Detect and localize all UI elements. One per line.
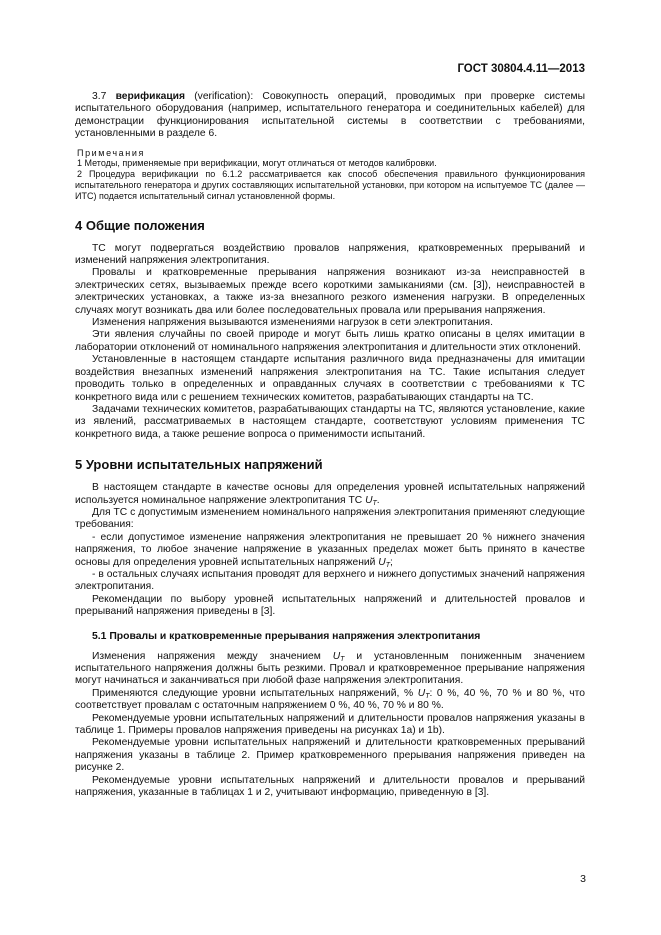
s4-paragraph-1: ТС могут подвергаться воздействию провалов напряжения, кратковременных прерываний и изменений напряжения электропитания. xyxy=(75,242,585,267)
standard-header: ГОСТ 30804.4.11—2013 xyxy=(457,63,585,75)
s51-paragraph-2: Применяются следующие уровни испытательных напряжений, % $U_T$: 0 %, 40 %, 70 % и 80 %, что соответствует провалам с остаточным напряжением 0 %, 40 %, 70 % и 80 %. xyxy=(75,687,585,712)
s5-paragraph-1: В настоящем стандарте в качестве основы для определения уровней испытательных напряжений используется номинальное напряжение электропитания ТС $U_T$. xyxy=(75,482,585,507)
s5-paragraph-4: - в остальных случаях испытания проводят для верхнего и нижнего допустимых значений напряжения электропитания. xyxy=(75,568,585,593)
s5-paragraph-3: - если допустимое изменение напряжения электропитания не превышает 20 % нижнего значения напряжения, то любое значение напряжение в указанных пределах может быть принято в качестве основы для определения уровней испытательных напряжений $U_T$; xyxy=(75,531,585,569)
s51-paragraph-3: Рекомендуемые уровни испытательных напряжений и длительности провалов напряжения указаны в таблице 1. Примеры провалов напряжения приведены на рисунках 1а) и 1b). xyxy=(75,712,585,737)
s4-paragraph-3: Изменения напряжения вызываются изменениями нагрузок в сети электропитания. xyxy=(92,317,493,329)
page-number: 3 xyxy=(580,873,586,885)
definition-text: (verification): Совокупность операций, проводимых при проверке системы испытательного оборудования (например, испытательного генератора и соединительных кабелей) для демонстрации функционирования испытательной системы в соответствии с требованиями, установленными в разделе 6. xyxy=(75,91,585,140)
s4-paragraph-4: Эти явления случайны по своей природе и могут быть лишь кратко описаны в целях имитации в лаборатории отклонений от номинального напряжения электропитания и длительности этих отклонений. xyxy=(75,329,585,353)
s5-paragraph-2: Для ТС с допустимым изменением номинального напряжения электропитания применяют следующие требования: xyxy=(75,506,585,531)
s4-paragraph-5: Установленные в настоящем стандарте испытания различного вида предназначены для имитации воздействия внезапных изменений напряжения электропитания на ТС. Такие испытания следует проводить только в определенных и оправданных случаях в соответствии с требованиями к ТС конкретного вида или с решением технических комитетов, разрабатывающих стандарты на ТС. xyxy=(75,354,585,403)
note-2: 2 Процедура верификации по 6.1.2 рассматривается как способ обеспечения правильного функционирования испытательного генератора и других составляющих испытательной установки, при котором на испытуемое ТС (далее — ИТС) подается испытательный сигнал установленной формы. xyxy=(75,168,585,201)
page-content xyxy=(75,91,585,799)
section-5-1-heading: 5.1 Провалы и кратковременные прерывания напряжения электропитания xyxy=(92,630,481,642)
s5-paragraph-5: Рекомендации по выбору уровней испытательных напряжений и длительностей провалов и прерываний напряжения приведены в [3]. xyxy=(75,593,585,618)
s51-paragraph-4: Рекомендуемые уровни испытательных напряжений и длительности кратковременных прерываний напряжения указаны в таблице 2. Пример кратковременного прерывания напряжения приведен на рисунке 2. xyxy=(75,737,585,774)
definition-term: верификация xyxy=(115,91,185,102)
section-4-heading: 4 Общие положения xyxy=(75,217,205,233)
s4-paragraph-6: Задачами технических комитетов, разрабатывающих стандарты на ТС, являются установление, какие из явлений, рассматриваемых в настоящем стандарте, соответствуют условиям применения ТС конкретного вида, а также решение вопроса о применимости испытаний. xyxy=(75,403,585,440)
s51-paragraph-5: Рекомендуемые уровни испытательных напряжений и длительности провалов и прерываний напряжения, указанные в таблицах 1 и 2, учитывают информацию, приведенную в [3]. xyxy=(75,774,585,799)
definition-3-7 xyxy=(75,91,585,141)
definition-number: 3.7 xyxy=(92,91,116,102)
s51-paragraph-1: Изменения напряжения между значением $U_T$ и установленным пониженным значением испытательного напряжения должны быть резкими. Провал и кратковременное прерывание напряжения могут начинаться и заканчиваться при любой фазе напряжения электропитания. xyxy=(75,650,585,687)
notes-title: Примечания xyxy=(77,147,145,158)
note-1: 1 Методы, применяемые при верификации, могут отличаться от методов калибровки. xyxy=(77,157,437,168)
section-5-heading: 5 Уровни испытательных напряжений xyxy=(75,457,323,473)
s4-paragraph-2: Провалы и кратковременные прерывания напряжения возникают из-за неисправностей в электрических сетях, вызываемых прежде всего короткими замыканиями (см. [3]), неисправностей в электрических установках, а также из-за внезапного резкого изменения нагрузки. В определенных случаях могут возникать два или более последовательных провала или прерывания напряжения. xyxy=(75,267,585,316)
